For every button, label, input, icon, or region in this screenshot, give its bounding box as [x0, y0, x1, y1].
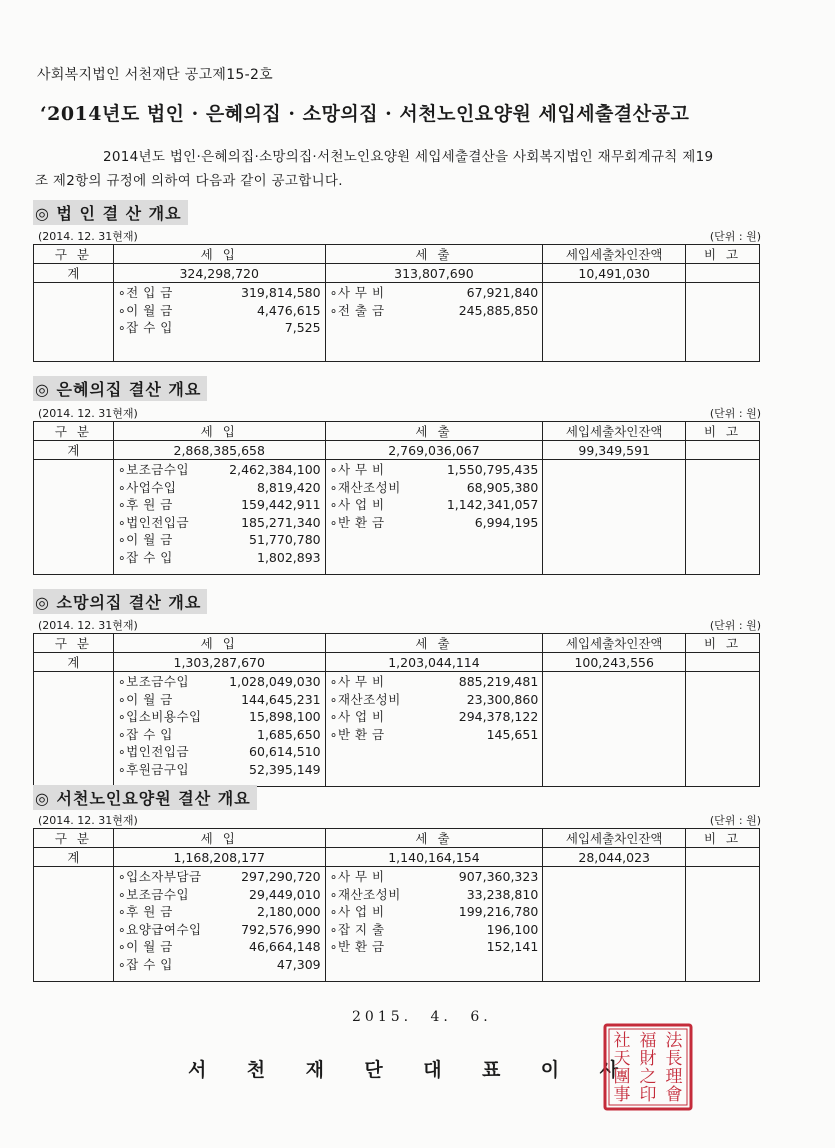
note-cell: [686, 264, 760, 283]
category-cell: [34, 283, 114, 362]
revenue-item: [118, 673, 321, 691]
item-amount: 4,476,615: [256, 302, 321, 318]
column-expense: 세 출: [325, 245, 543, 264]
balance-detail-cell: [543, 460, 686, 575]
item-amount: 297,290,720: [241, 869, 321, 884]
item-amount: 2,180,000: [257, 904, 321, 920]
expense-total: 1,203,044,114: [325, 653, 543, 672]
item-amount: 23,300,860: [466, 691, 539, 707]
revenue-item: [118, 461, 321, 479]
column-balance: 세입세출차인잔액: [543, 422, 686, 441]
item-label: ∘반 환 금: [329, 514, 385, 530]
item-amount: 33,238,810: [466, 886, 539, 902]
item-label: ∘후원금구입: [117, 761, 190, 777]
item-amount: 245,885,850: [458, 302, 539, 318]
item-amount: 1,550,795,435: [446, 462, 539, 477]
unit-label: (단위 : 원): [709, 814, 761, 827]
item-amount: 68,905,380: [466, 479, 539, 495]
intro-paragraph: [35, 145, 795, 193]
rep-char: 대: [423, 1059, 442, 1081]
expense-item: [330, 673, 539, 691]
seal-glyph: 福: [639, 1031, 657, 1051]
expense-item: [330, 514, 539, 532]
as-of-date: (2014. 12. 31현재): [38, 230, 138, 243]
revenue-item: [118, 903, 321, 921]
expense-item: [330, 708, 539, 726]
column-note: 비 고: [686, 829, 760, 848]
revenue-item: [118, 868, 321, 886]
column-revenue: 세 입: [113, 634, 325, 653]
note-cell: [686, 441, 760, 460]
item-label: ∘사 무 비: [329, 674, 385, 689]
item-label: ∘사 무 비: [329, 285, 385, 300]
notice-date: 2015. 4. 6.: [352, 1009, 492, 1025]
revenue-item: [118, 496, 321, 514]
table-header-row: [34, 634, 760, 653]
rep-char: 천: [246, 1059, 266, 1081]
expense-item: [330, 903, 539, 921]
item-label: ∘잡 수 입: [117, 549, 173, 565]
item-label: ∘보조금수입: [117, 462, 190, 477]
item-label: ∘재산조성비: [329, 886, 401, 902]
item-amount: 6,994,195: [474, 514, 539, 530]
settlement-table: [33, 633, 760, 787]
unit-label: (단위 : 원): [709, 619, 761, 632]
item-label: ∘전 입 금: [117, 285, 173, 300]
item-label: ∘사 업 비: [329, 709, 385, 725]
expense-detail-cell: [325, 672, 543, 787]
expense-total: 1,140,164,154: [325, 848, 543, 867]
item-amount: 185,271,340: [241, 514, 321, 530]
item-amount: 907,360,323: [458, 869, 539, 884]
expense-item: [330, 284, 539, 302]
item-amount: 46,664,148: [249, 939, 321, 955]
item-amount: 67,921,840: [466, 285, 539, 300]
category-cell: [34, 460, 114, 575]
item-amount: 29,449,010: [249, 886, 321, 902]
rep-char: 사: [599, 1059, 618, 1081]
revenue-item: [118, 761, 321, 779]
item-label: ∘사 무 비: [329, 869, 385, 884]
item-amount: 1,685,650: [257, 726, 321, 742]
intro-line-2: 조 제2항의 규정에 의하여 다음과 같이 공고합니다.: [35, 173, 343, 189]
seal-glyph: 事: [613, 1085, 631, 1105]
revenue-item: [118, 479, 321, 497]
item-amount: 792,576,990: [241, 921, 321, 937]
total-label: 계: [34, 848, 114, 867]
item-amount: 52,395,149: [249, 761, 321, 777]
item-amount: 319,814,580: [241, 285, 321, 300]
item-label: ∘사 업 비: [329, 497, 385, 513]
item-amount: 7,525: [284, 320, 321, 336]
settlement-table: [33, 244, 760, 362]
total-row: [34, 441, 760, 460]
section-title: ◎ 은혜의집 결산 개요: [33, 376, 207, 401]
expense-item: [330, 461, 539, 479]
balance-detail-cell: [543, 867, 686, 982]
expense-item: [330, 868, 539, 886]
revenue-item: [118, 726, 321, 744]
expense-detail-cell: [325, 283, 543, 362]
item-label: ∘잡 수 입: [117, 956, 173, 972]
revenue-item: [118, 743, 321, 761]
as-of-date: (2014. 12. 31현재): [38, 619, 138, 632]
item-label: ∘사 무 비: [329, 462, 385, 477]
seal-glyph: 理: [665, 1067, 683, 1087]
document-number: 사회복지법인 서천재단 공고제15-2호: [37, 67, 274, 83]
revenue-item: [118, 708, 321, 726]
revenue-detail-cell: [113, 867, 325, 982]
item-amount: 199,216,780: [458, 904, 539, 920]
column-expense: 세 출: [325, 422, 543, 441]
column-category: 구 분: [34, 634, 114, 653]
revenue-item: [118, 691, 321, 709]
item-amount: 196,100: [486, 921, 539, 937]
revenue-item: [118, 956, 321, 974]
expense-item: [330, 726, 539, 744]
item-amount: 144,645,231: [241, 691, 321, 707]
revenue-total: 1,168,208,177: [113, 848, 325, 867]
settlement-table: [33, 421, 760, 575]
category-cell: [34, 672, 114, 787]
item-amount: 2,462,384,100: [229, 462, 321, 477]
detail-row: [34, 672, 760, 787]
as-of-date: (2014. 12. 31현재): [38, 407, 138, 420]
item-label: ∘잡 수 입: [117, 726, 173, 742]
revenue-item: [118, 319, 321, 337]
total-label: 계: [34, 264, 114, 283]
item-label: ∘보조금수입: [117, 674, 190, 689]
expense-item: [330, 479, 539, 497]
item-amount: 15,898,100: [249, 709, 321, 725]
expense-total: 313,807,690: [325, 264, 543, 283]
column-expense: 세 출: [325, 634, 543, 653]
item-label: ∘재산조성비: [329, 691, 401, 707]
rep-char: 서: [188, 1059, 207, 1081]
item-label: ∘반 환 금: [329, 726, 385, 742]
seal-glyph: 會: [665, 1085, 683, 1105]
revenue-item: [118, 284, 321, 302]
item-label: ∘입소자부담금: [117, 869, 202, 884]
detail-row: [34, 867, 760, 982]
balance-amount: 28,044,023: [543, 848, 686, 867]
column-note: 비 고: [686, 634, 760, 653]
table-header-row: [34, 829, 760, 848]
rep-char: 표: [481, 1059, 501, 1081]
seal-glyph: 印: [639, 1085, 657, 1105]
unit-label: (단위 : 원): [709, 407, 761, 420]
revenue-total: 324,298,720: [113, 264, 325, 283]
item-label: ∘요양급여수입: [117, 921, 202, 937]
item-amount: 60,614,510: [249, 744, 321, 760]
item-amount: 145,651: [486, 726, 539, 742]
column-balance: 세입세출차인잔액: [543, 634, 686, 653]
item-label: ∘법인전입금: [117, 514, 190, 530]
revenue-item: [118, 921, 321, 939]
item-label: ∘전 출 금: [329, 302, 385, 318]
rep-char: 단: [364, 1059, 383, 1081]
settlement-table: [33, 828, 760, 982]
item-amount: 294,378,122: [458, 709, 539, 725]
note-cell: [686, 848, 760, 867]
item-amount: 1,142,341,057: [446, 497, 539, 513]
note-cell: [686, 653, 760, 672]
total-row: [34, 264, 760, 283]
item-label: ∘이 월 금: [117, 939, 173, 955]
expense-item: [330, 921, 539, 939]
expense-detail-cell: [325, 460, 543, 575]
item-label: ∘사업수입: [117, 479, 177, 495]
seal-glyph: 之: [639, 1067, 657, 1087]
column-category: 구 분: [34, 829, 114, 848]
revenue-total: 1,303,287,670: [113, 653, 325, 672]
column-revenue: 세 입: [113, 829, 325, 848]
item-amount: 152,141: [486, 939, 539, 955]
column-revenue: 세 입: [113, 422, 325, 441]
revenue-detail-cell: [113, 283, 325, 362]
note-detail-cell: [686, 283, 760, 362]
item-label: ∘이 월 금: [117, 302, 173, 318]
item-label: ∘입소비용수입: [117, 709, 202, 725]
note-detail-cell: [686, 867, 760, 982]
revenue-item: [118, 302, 321, 320]
total-row: [34, 848, 760, 867]
item-label: ∘사 업 비: [329, 904, 385, 920]
item-amount: 1,028,049,030: [229, 674, 321, 689]
seal-glyph: 財: [639, 1049, 657, 1069]
expense-item: [330, 496, 539, 514]
seal-glyph: 團: [613, 1067, 631, 1087]
unit-label: (단위 : 원): [709, 230, 761, 243]
official-seal-icon: [599, 1022, 694, 1112]
total-label: 계: [34, 653, 114, 672]
detail-row: [34, 460, 760, 575]
expense-item: [330, 938, 539, 956]
item-amount: 51,770,780: [249, 532, 321, 548]
seal-glyph: 天: [613, 1049, 631, 1069]
item-label: ∘법인전입금: [117, 744, 190, 760]
note-detail-cell: [686, 672, 760, 787]
section-title: ◎ 서천노인요양원 결산 개요: [33, 785, 257, 810]
revenue-total: 2,868,385,658: [113, 441, 325, 460]
column-balance: 세입세출차인잔액: [543, 829, 686, 848]
item-amount: 47,309: [276, 956, 321, 972]
item-label: ∘반 환 금: [329, 939, 385, 955]
expense-item: [330, 691, 539, 709]
table-header-row: [34, 422, 760, 441]
item-amount: 1,802,893: [257, 549, 321, 565]
category-cell: [34, 867, 114, 982]
revenue-item: [118, 514, 321, 532]
section-title: ◎ 법 인 결 산 개요: [33, 200, 188, 225]
seal-glyph: 社: [613, 1031, 631, 1051]
revenue-detail-cell: [113, 672, 325, 787]
total-row: [34, 653, 760, 672]
item-amount: 885,219,481: [458, 674, 539, 689]
item-label: ∘잡 수 입: [117, 320, 173, 336]
expense-total: 2,769,036,067: [325, 441, 543, 460]
balance-detail-cell: [543, 672, 686, 787]
table-header-row: [34, 245, 760, 264]
expense-item: [330, 886, 539, 904]
seal-glyph: 長: [665, 1049, 683, 1069]
note-detail-cell: [686, 460, 760, 575]
column-category: 구 분: [34, 422, 114, 441]
as-of-date: (2014. 12. 31현재): [38, 814, 138, 827]
column-revenue: 세 입: [113, 245, 325, 264]
balance-amount: 10,491,030: [543, 264, 686, 283]
detail-row: [34, 283, 760, 362]
column-balance: 세입세출차인잔액: [543, 245, 686, 264]
expense-item: [330, 302, 539, 320]
revenue-item: [118, 886, 321, 904]
rep-char: 이: [540, 1059, 560, 1081]
item-label: ∘재산조성비: [329, 479, 401, 495]
balance-amount: 100,243,556: [543, 653, 686, 672]
item-amount: 159,442,911: [241, 497, 321, 513]
column-note: 비 고: [686, 245, 760, 264]
revenue-detail-cell: [113, 460, 325, 575]
expense-detail-cell: [325, 867, 543, 982]
rep-char: 재: [305, 1059, 324, 1081]
balance-amount: 99,349,591: [543, 441, 686, 460]
item-label: ∘잡 지 출: [329, 921, 385, 937]
revenue-item: [118, 938, 321, 956]
column-note: 비 고: [686, 422, 760, 441]
revenue-item: [118, 531, 321, 549]
seal-glyph: 法: [665, 1031, 683, 1051]
column-category: 구 분: [34, 245, 114, 264]
item-label: ∘후 원 금: [117, 904, 173, 920]
revenue-item: [118, 549, 321, 567]
item-label: ∘이 월 금: [117, 691, 173, 707]
representative-name: [188, 1055, 618, 1082]
item-amount: 8,819,420: [257, 479, 321, 495]
section-title: ◎ 소망의집 결산 개요: [33, 589, 207, 614]
item-label: ∘보조금수입: [117, 886, 190, 902]
balance-detail-cell: [543, 283, 686, 362]
item-label: ∘후 원 금: [117, 497, 173, 513]
total-label: 계: [34, 441, 114, 460]
intro-line-1: 2014년도 법인·은혜의집·소망의집·서천노인요양원 세입세출결산을 사회복지법인 재무회계규칙 제19: [103, 149, 714, 165]
document-title: ‘2014년도 법인 · 은혜의집 · 소망의집 · 서천노인요양원 세입세출결산공고: [40, 103, 690, 125]
column-expense: 세 출: [325, 829, 543, 848]
item-label: ∘이 월 금: [117, 532, 173, 548]
